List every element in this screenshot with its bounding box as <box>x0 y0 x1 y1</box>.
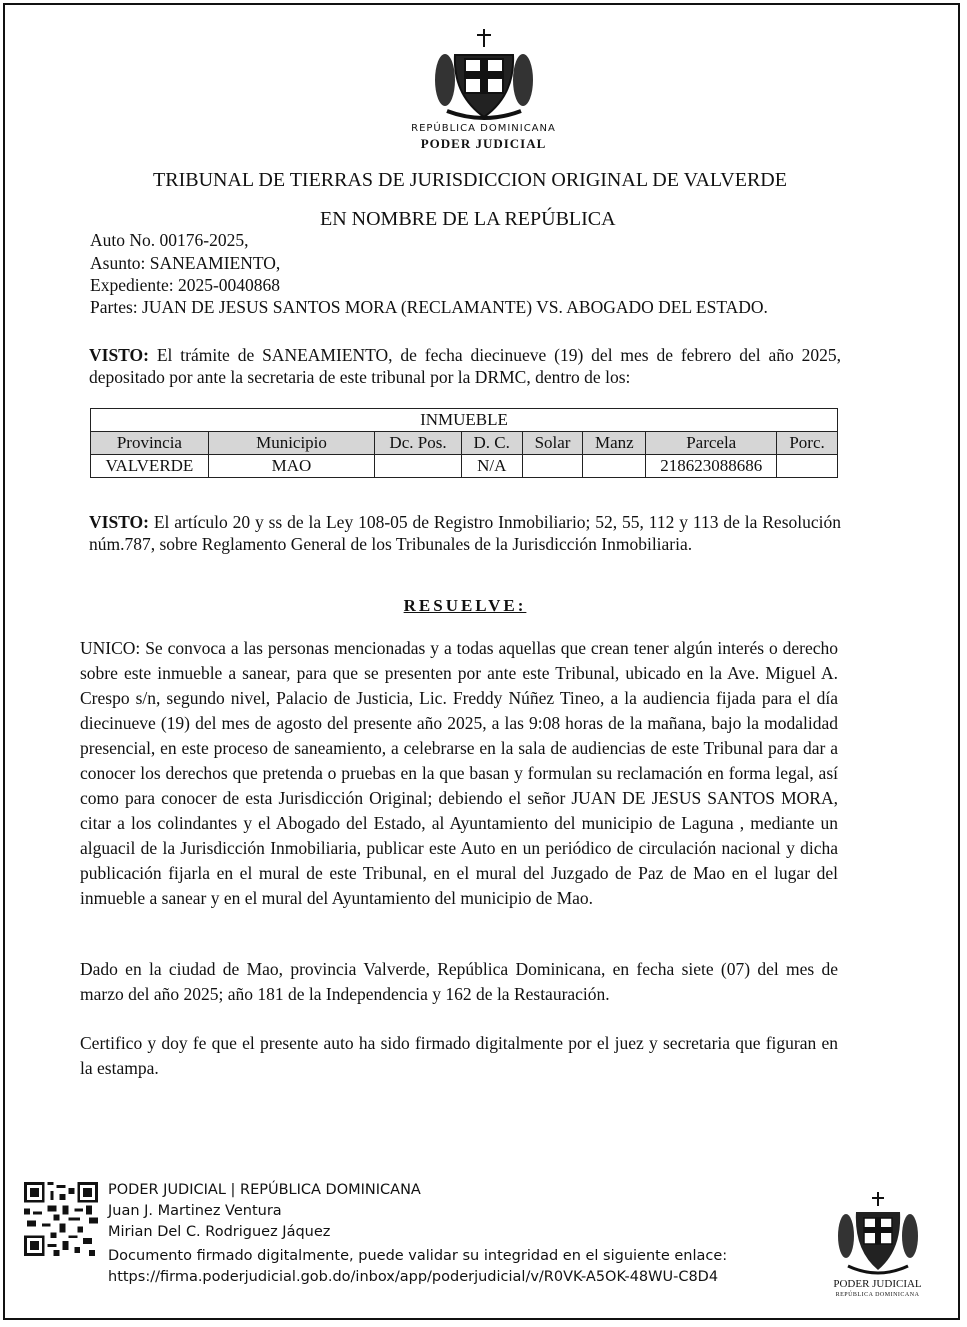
table-cell <box>777 455 838 478</box>
subject: Asunto: SANEAMIENTO, <box>90 253 281 273</box>
table-cell: VALVERDE <box>91 455 209 478</box>
qr-code[interactable] <box>24 1182 98 1256</box>
visto-label: VISTO: <box>89 512 149 532</box>
table-header-row <box>91 432 838 455</box>
institution-label: PODER JUDICIAL <box>420 136 547 151</box>
file-number: Expediente: 2025-0040868 <box>90 275 281 295</box>
visto-paragraph-2 <box>89 511 841 555</box>
unico-paragraph: UNICO: Se convoca a las personas mencionadas y a todas aquellas que crean tener algún interés o derecho sobre este inmueble a sanear, para que se presenten por ante este Tribunal, ubicado en la Ave. Miguel A. Crespo s/n, segundo nivel, Palacio de Justicia, Lic. Freddy Núñez Tineo, a la audiencia fijada para el día diecinueve (19) del mes de agosto del presente año 2025, a las 9:08 horas de la mañana, bajo la modalidad presencial, en este proceso de saneamiento, a celebrarse en la sala de audiencias de este Tribunal para dar a conocer los derechos que pretenda o pruebas en la que basan y formulan su reclamación en forma legal, así como para conocer de esta Jurisdicción Original; debiendo el señor JUAN DE JESUS SANTOS MORA, citar a los colindantes y el Abogado del Estado, al Ayuntamiento del municipio de Laguna , mediante un alguacil de la Jurisdicción Inmobiliaria, publicar este Auto en un periódico de circulación nacional y dicha publicación fijarla en el mural de este Tribunal, en el mural del Juzgado de Paz de Mao en el lugar del inmueble a sanear y en el mural del Ayuntamiento del municipio de Mao. <box>80 638 838 908</box>
table-cell <box>583 455 646 478</box>
col-header: Solar <box>522 432 583 455</box>
visto-text: El artículo 20 y ss de la Ley 108-05 de Registro Inmobiliario; 52, 55, 112 y 113 de la Resolución núm.787, sobre Reglamento General de los Tribunales de la Jurisdicción Inmobiliaria. <box>89 512 841 554</box>
table-cell: MAO <box>208 455 374 478</box>
seal-title: PODER JUDICIAL <box>833 1278 922 1290</box>
col-header: D. C. <box>461 432 522 455</box>
coat-of-arms-emblem <box>832 1190 924 1280</box>
verification-link[interactable]: https://firma.poderjudicial.gob.do/inbox/app/poderjudicial/v/R0VK-A5OK-48WU-C8D4 <box>108 1269 719 1285</box>
coat-of-arms-emblem <box>425 25 543 125</box>
col-header: Municipio <box>208 432 374 455</box>
col-header: Parcela <box>646 432 777 455</box>
signer-judge: Juan J. Martinez Ventura <box>108 1203 282 1219</box>
table-cell <box>375 455 462 478</box>
col-header: Porc. <box>777 432 838 455</box>
table-cell <box>522 455 583 478</box>
visto-label: VISTO: <box>89 345 149 365</box>
auto-number: Auto No. 00176-2025, <box>90 230 249 250</box>
signature-notice: Documento firmado digitalmente, puede validar su integridad en el siguiente enlace: <box>108 1248 728 1264</box>
col-header: Manz <box>583 432 646 455</box>
country-label: REPÚBLICA DOMINICANA <box>411 123 556 134</box>
certify-paragraph: Certifico y doy fe que el presente auto ha sido firmado digitalmente por el juez y secretaria que figuran en la estampa. <box>80 1033 838 1078</box>
visto-text: El trámite de SANEAMIENTO, de fecha diecinueve (19) del mes de febrero del año 2025, depositado por ante la secretaria de este tribunal por la DRMC, dentro de los: <box>89 345 841 387</box>
table-row <box>91 455 838 478</box>
tribunal-title: TRIBUNAL DE TIERRAS DE JURISDICCION ORIGINAL DE VALVERDE <box>153 169 787 191</box>
property-table <box>90 408 838 478</box>
resolves-heading: RESUELVE: <box>403 596 527 615</box>
visto-paragraph-1 <box>89 344 841 388</box>
parties: Partes: JUAN DE JESUS SANTOS MORA (RECLAMANTE) VS. ABOGADO DEL ESTADO. <box>90 297 768 317</box>
col-header: Provincia <box>91 432 209 455</box>
given-paragraph: Dado en la ciudad de Mao, provincia Valverde, República Dominicana, en fecha siete (07) del mes de marzo del año 2025; año 181 de la Independencia y 162 de la Restauración. <box>80 959 838 1004</box>
in-name-heading: EN NOMBRE DE LA REPÚBLICA <box>320 208 616 230</box>
table-title: INMUEBLE <box>91 409 838 432</box>
table-cell: N/A <box>461 455 522 478</box>
footer-institution: PODER JUDICIAL | REPÚBLICA DOMINICANA <box>108 1182 421 1198</box>
signer-secretary: Mirian Del C. Rodriguez Jáquez <box>108 1224 331 1240</box>
col-header: Dc. Pos. <box>375 432 462 455</box>
seal-subtitle: REPÚBLICA DOMINICANA <box>835 1292 920 1298</box>
table-cell: 218623088686 <box>646 455 777 478</box>
